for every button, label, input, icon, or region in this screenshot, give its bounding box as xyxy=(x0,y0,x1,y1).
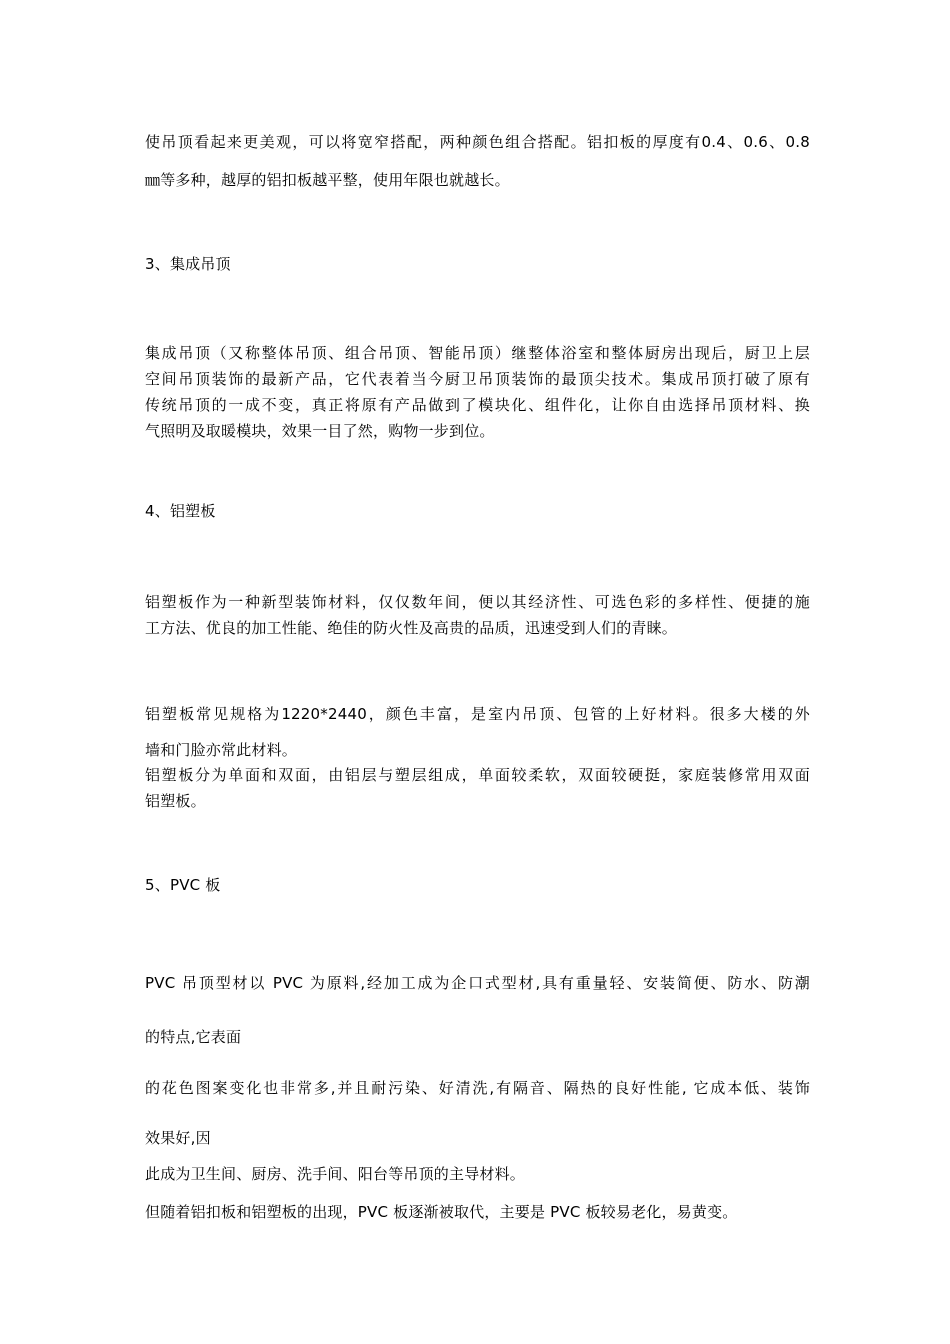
section-3-para-line-2: 空间吊顶装饰的最新产品，它代表着当今厨卫吊顶装饰的最顶尖技术。集成吊顶打破了原有 xyxy=(145,370,810,388)
section-5-heading: 5、PVC 板 xyxy=(145,876,221,894)
intro-line-1: 使吊顶看起来更美观，可以将宽窄搭配，两种颜色组合搭配。铝扣板的厚度有0.4、0.6、0.8 xyxy=(145,133,810,151)
section-5-para-line-6: 但随着铝扣板和铝塑板的出现，PVC 板逐渐被取代，主要是 PVC 板较易老化，易黄变。 xyxy=(145,1203,738,1221)
section-4-heading: 4、铝塑板 xyxy=(145,502,216,520)
section-3-para-line-4: 气照明及取暖模块，效果一目了然，购物一步到位。 xyxy=(145,422,495,440)
section-3-heading: 3、集成吊顶 xyxy=(145,255,231,273)
section-5-para-line-4: 效果好,因 xyxy=(145,1129,211,1147)
section-4-para2-line-1: 铝塑板常见规格为1220*2440，颜色丰富，是室内吊顶、包管的上好材料。很多大楼的外 xyxy=(145,705,810,723)
section-5-para-line-3: 的花色图案变化也非常多,并且耐污染、好清洗,有隔音、隔热的良好性能, 它成本低、装饰 xyxy=(145,1079,810,1097)
section-4-para1-line-1: 铝塑板作为一种新型装饰材料，仅仅数年间，便以其经济性、可选色彩的多样性、便捷的施 xyxy=(145,593,810,611)
section-5-para-line-2: 的特点,它表面 xyxy=(145,1028,242,1046)
section-4-para2-line-3: 铝塑板分为单面和双面，由铝层与塑层组成，单面较柔软，双面较硬挺，家庭装修常用双面 xyxy=(145,766,810,784)
section-5-para-line-5: 此成为卫生间、厨房、洗手间、阳台等吊顶的主导材料。 xyxy=(145,1165,526,1183)
section-4-para2-line-2: 墙和门脸亦常此材料。 xyxy=(145,741,298,759)
section-3-para-line-3: 传统吊顶的一成不变，真正将原有产品做到了模块化、组件化，让你自由选择吊顶材料、换 xyxy=(145,396,810,414)
intro-line-2: ㎜等多种，越厚的铝扣板越平整，使用年限也就越长。 xyxy=(145,171,510,189)
section-5-para-line-1: PVC 吊顶型材以 PVC 为原料,经加工成为企口式型材,具有重量轻、安装简便、防水、防潮 xyxy=(145,974,810,992)
section-4-para2-line-4: 铝塑板。 xyxy=(145,792,206,810)
section-3-para-line-1: 集成吊顶（又称整体吊顶、组合吊顶、智能吊顶）继整体浴室和整体厨房出现后，厨卫上层 xyxy=(145,344,810,362)
section-4-para1-line-2: 工方法、优良的加工性能、绝佳的防火性及高贵的品质，迅速受到人们的青睐。 xyxy=(145,619,678,637)
